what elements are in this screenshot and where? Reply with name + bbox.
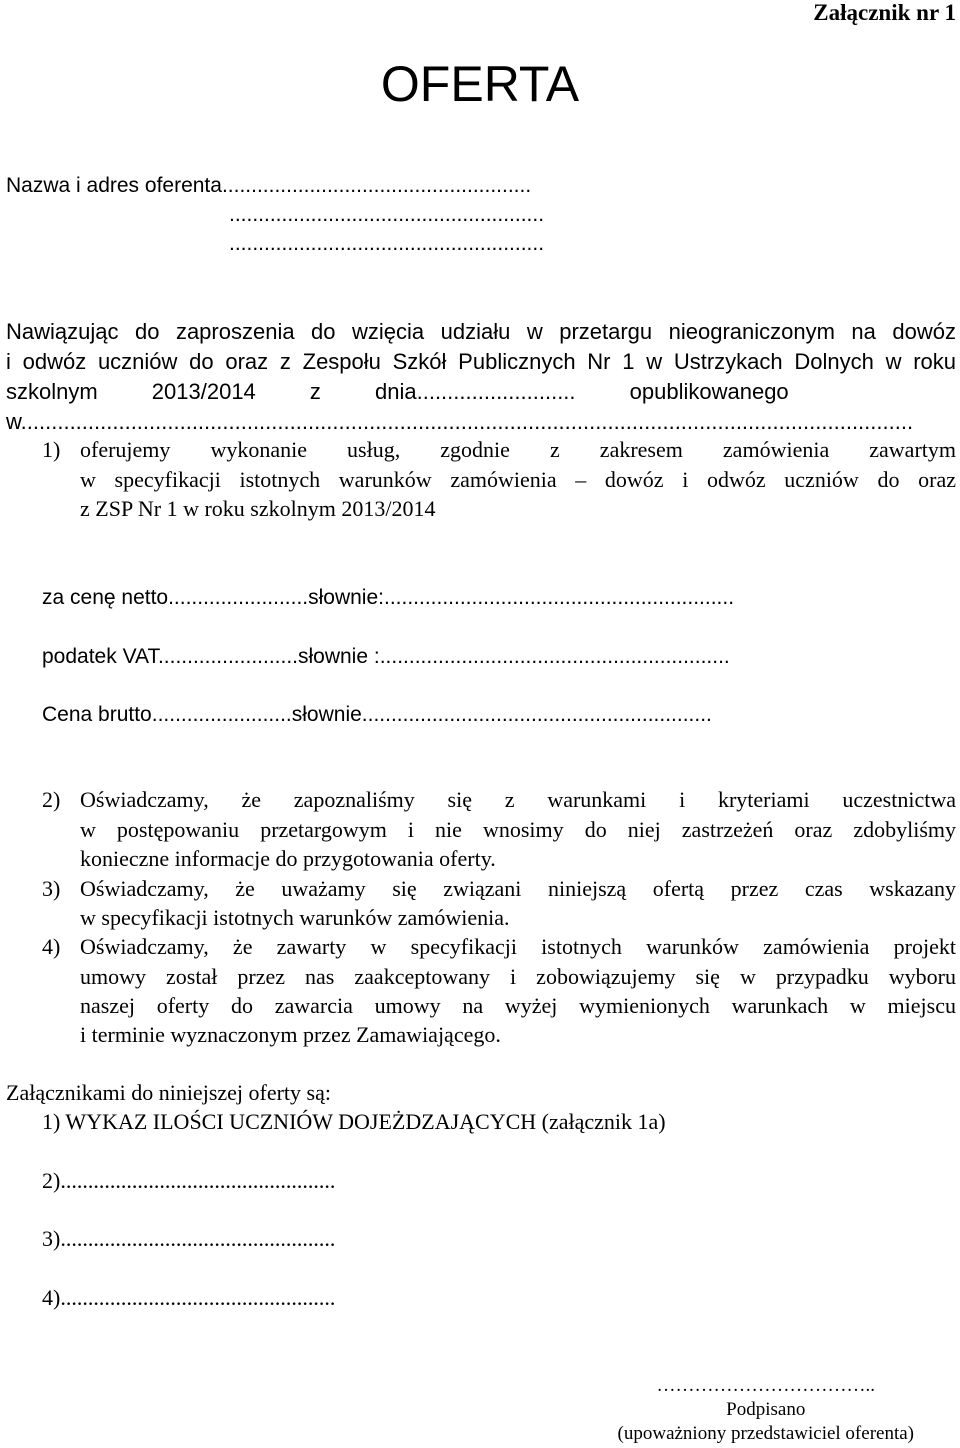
item-4-number: 4): [42, 934, 61, 959]
attachment-item-1: 1) WYKAZ ILOŚCI UCZNIÓW DOJEŻDZAJĄCYCH (załącznik 1a): [42, 1109, 666, 1134]
item-1-number: 1): [42, 437, 61, 462]
attachment-item-3: 3)..................................................: [42, 1226, 336, 1251]
vat-line: podatek VAT........................słownie :............................................................: [42, 645, 730, 668]
item-4-line-2: umowy został przez nas zaakceptowany i zobowiązujemy się w przypadku wyboru: [80, 964, 956, 989]
attachment-label: Załącznik nr 1: [813, 0, 956, 25]
offeror-address-line-2: ......................................................: [229, 203, 545, 226]
attachments-heading: Załącznikami do niniejszej oferty są:: [6, 1080, 331, 1105]
offeror-address-line-3: ......................................................: [229, 232, 545, 255]
item-2-line-2: w postępowaniu przetargowym i nie wnosimy do niej zastrzeżeń oraz zdobyliśmy: [80, 817, 956, 842]
intro-line-2: i odwóz uczniów do oraz z Zespołu Szkół Publicznych Nr 1 w Ustrzykach Dolnych w roku: [6, 349, 956, 374]
net-price-line: za cenę netto........................słownie:............................................................: [42, 586, 735, 609]
item-3-number: 3): [42, 876, 61, 901]
item-4-line-1: Oświadczamy, że zawarty w specyfikacji istotnych warunków zamówienia projekt: [80, 934, 956, 959]
item-4-line-3: naszej oferty do zawarcia umowy na wyżej wymienionych warunkach w miejscu: [80, 993, 956, 1018]
attachment-item-2: 2)..................................................: [42, 1168, 336, 1193]
gross-price-line: Cena brutto........................słownie............................................................: [42, 703, 712, 726]
offeror-name-line: Nazwa i adres oferenta.....................................................: [6, 174, 532, 197]
item-3-line-1: Oświadczamy, że uważamy się związani niniejszą ofertą przez czas wskazany: [80, 876, 956, 901]
item-3-line-2: w specyfikacji istotnych warunków zamówienia.: [80, 905, 510, 930]
item-4-line-4: i terminie wyznaczonym przez Zamawiającego.: [80, 1022, 501, 1047]
item-1-line-1: oferujemy wykonanie usług, zgodnie z zakresem zamówienia zawartym: [80, 437, 956, 462]
item-2-number: 2): [42, 787, 61, 812]
item-2-line-3: konieczne informacje do przygotowania oferty.: [80, 846, 496, 871]
intro-line-1: Nawiązując do zaproszenia do wzięcia udziału w przetargu nieograniczonym na dowóz: [6, 319, 956, 344]
signature-block: [618, 1374, 914, 1446]
attachment-item-4: 4)..................................................: [42, 1285, 336, 1310]
signature-signed-label: Podpisano: [726, 1399, 806, 1420]
item-2-line-1: Oświadczamy, że zapoznaliśmy się z warunkami i kryteriami uczestnictwa: [80, 787, 956, 812]
signature-role: (upoważniony przedstawiciel oferenta): [617, 1423, 914, 1444]
document-title: OFERTA: [380, 56, 580, 112]
intro-line-4: w..................................................................................................................................................: [6, 409, 914, 434]
signature-dots: ……………………………..: [656, 1375, 875, 1396]
item-1-line-2: w specyfikacji istotnych warunków zamówienia – dowóz i odwóz uczniów do oraz: [80, 467, 956, 492]
item-1-line-3: z ZSP Nr 1 w roku szkolnym 2013/2014: [80, 496, 436, 521]
intro-line-3: szkolnym 2013/2014 z dnia.......................... opublikowanego: [6, 379, 789, 404]
